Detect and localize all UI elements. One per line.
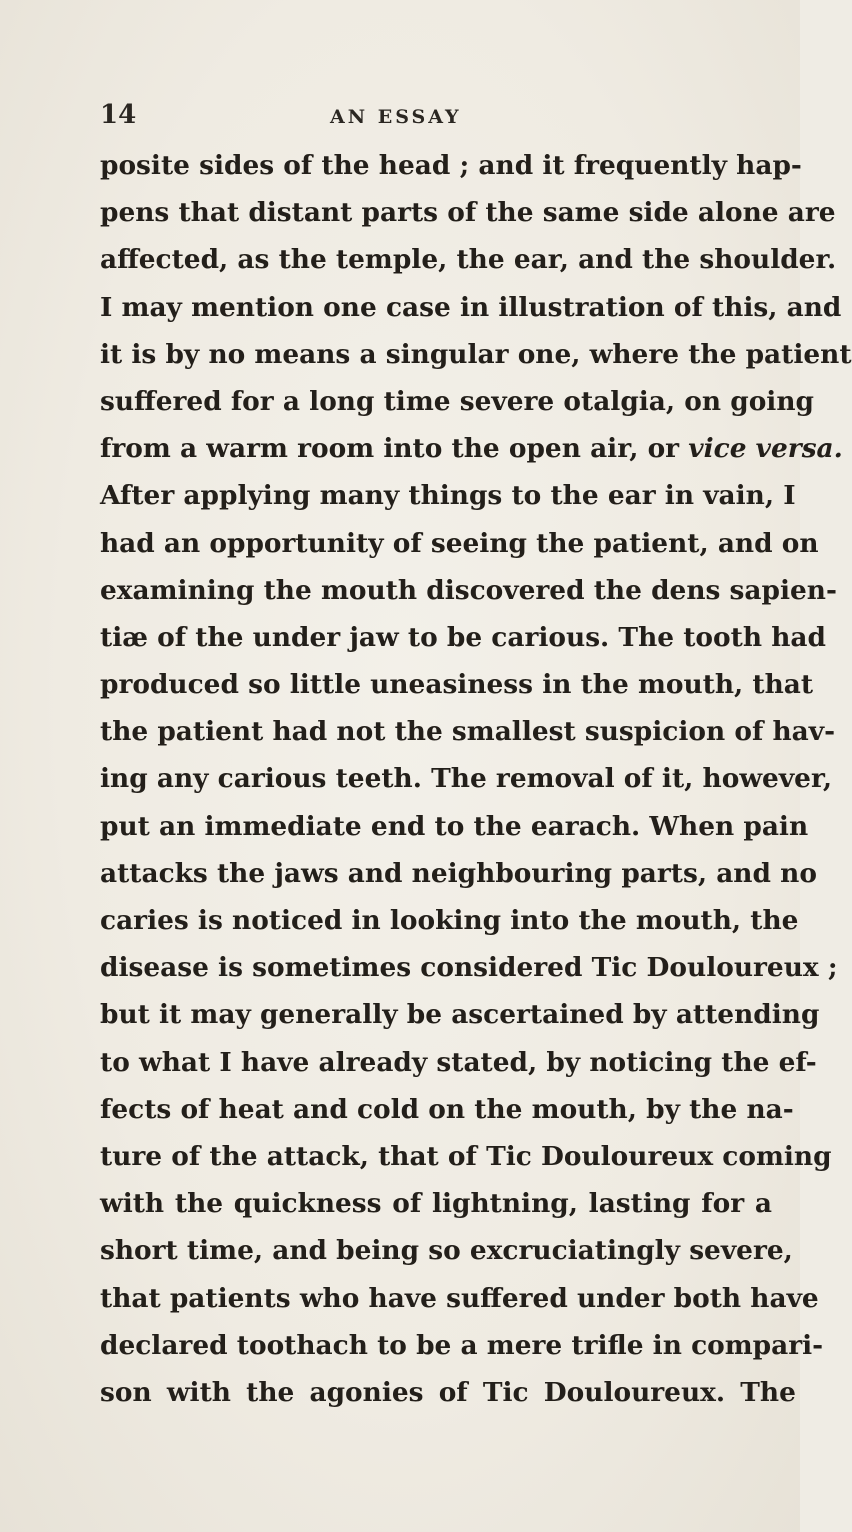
text-line: son with the agonies of Tic Douloureux. The	[100, 1376, 796, 1408]
text-line: affected, as the temple, the ear, and the shoulder.	[100, 244, 837, 276]
text-line: tiæ of the under jaw to be carious. The tooth had	[100, 621, 826, 653]
text-line: examining the mouth discovered the dens sapien-	[100, 574, 837, 606]
text-line: ing any carious teeth. The removal of it, however,	[100, 763, 833, 795]
running-title: AN ESSAY	[330, 106, 462, 128]
text-line: that patients who have suffered under both have	[100, 1282, 819, 1314]
text-line: the patient had not the smallest suspicion of hav-	[100, 716, 836, 748]
text-line-roman: from a warm room into the open air, or	[100, 433, 689, 465]
page-number: 14	[100, 100, 137, 130]
running-head	[100, 100, 760, 140]
text-line: but it may generally be ascertained by attending	[100, 999, 820, 1031]
text-line: produced so little uneasiness in the mouth, that	[100, 669, 814, 701]
text-line: posite sides of the head ; and it frequently hap-	[100, 150, 802, 181]
text-line: pens that distant parts of the same side alone are	[100, 197, 836, 229]
text-line	[100, 425, 843, 472]
text-line: caries is noticed in looking into the mouth, the	[100, 905, 799, 936]
text-line: had an opportunity of seeing the patient, and on	[100, 527, 819, 559]
italic-phrase: vice versa.	[688, 433, 843, 465]
text-line: ture of the attack, that of Tic Douloureux coming	[100, 1140, 832, 1172]
text-line: attacks the jaws and neighbouring parts, and no	[100, 857, 817, 889]
body-text	[100, 142, 852, 1416]
text-line: to what I have already stated, by noticing the ef-	[100, 1046, 817, 1078]
text-line: with the quickness of lightning, lasting for a	[100, 1188, 772, 1220]
text-line: suffered for a long time severe otalgia, on going	[100, 385, 814, 417]
text-line: put an immediate end to the earach. When pain	[100, 810, 809, 842]
text-line: After applying many things to the ear in vain, I	[100, 480, 796, 512]
text-line: disease is sometimes considered Tic Douloureux ;	[100, 952, 838, 984]
text-line: it is by no means a singular one, where the patient	[100, 338, 852, 370]
text-line: I may mention one case in illustration of this, and	[100, 291, 842, 323]
text-line: short time, and being so excruciatingly severe,	[100, 1235, 793, 1267]
text-line: fects of heat and cold on the mouth, by the na-	[100, 1093, 794, 1125]
text-line: declared toothach to be a mere trifle in compari-	[100, 1329, 824, 1361]
